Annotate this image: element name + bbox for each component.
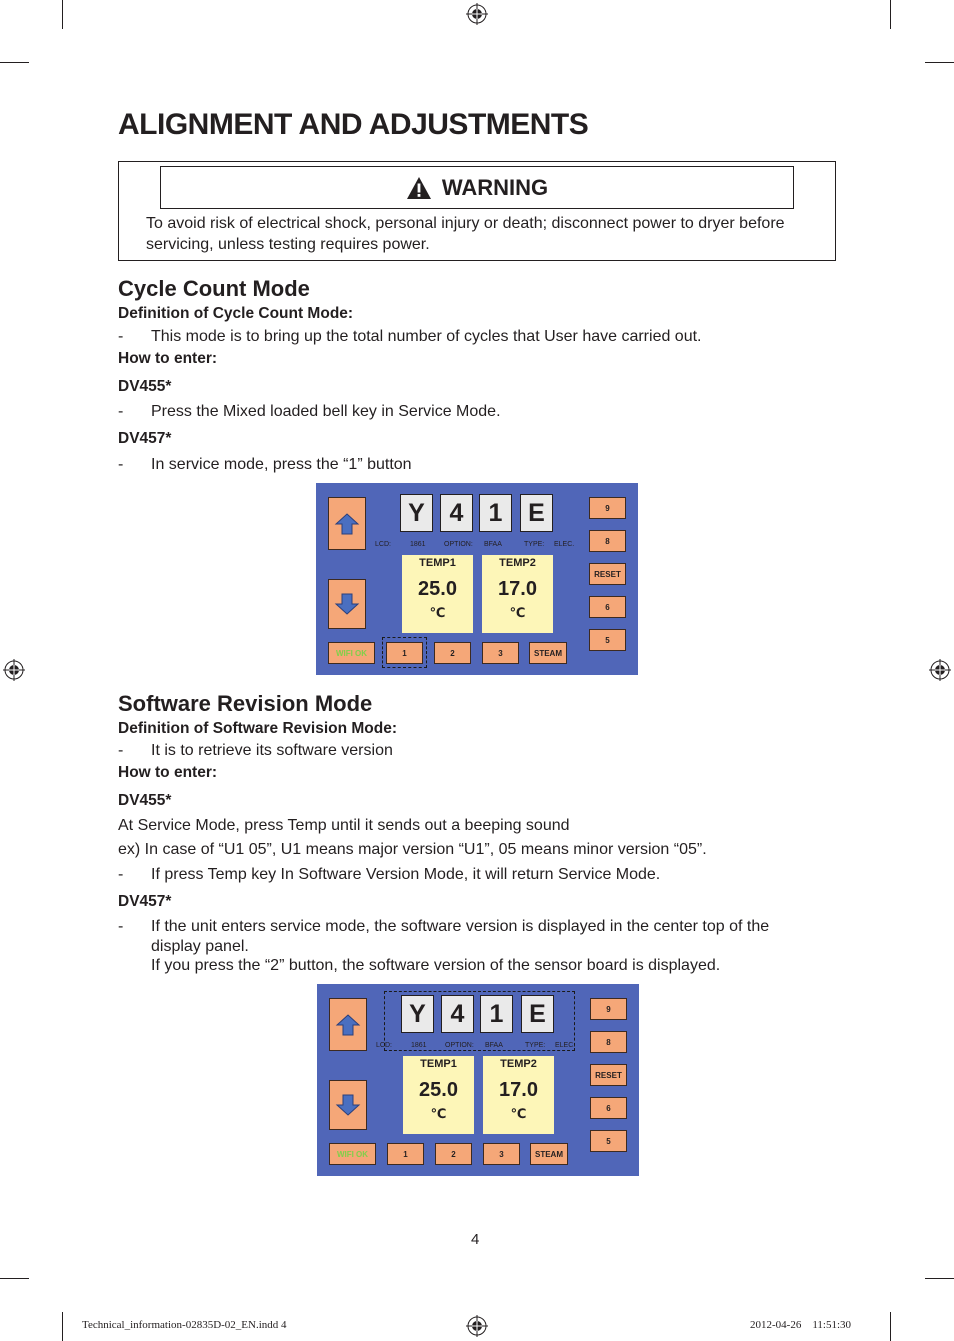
temp2-label: TEMP2 [500, 1058, 537, 1070]
model-heading-dv457: DV457* [118, 430, 172, 447]
bullet-dash: - [118, 403, 124, 420]
temp1-display [403, 1056, 474, 1134]
registration-mark-icon [3, 659, 25, 681]
temp1-unit: ℃ [429, 605, 446, 620]
type-label: TYPE: [525, 1042, 546, 1049]
option-label: OPTION: [445, 1042, 474, 1049]
temp2-label: TEMP2 [499, 557, 536, 569]
bullet-dash: - [118, 866, 124, 883]
lcd-label: LCD: [376, 1042, 392, 1049]
definition-text: It is to retrieve its software version [151, 742, 393, 759]
instruction-text: ex) In case of “U1 05”, U1 means major version “U1”, 05 means minor version “05”. [118, 841, 707, 858]
footer-timestamp: 2012-04-26 11:51:30 [750, 1319, 852, 1331]
bullet-dash: - [118, 328, 124, 345]
button-1[interactable]: 1 [386, 642, 423, 664]
reset-button[interactable]: RESET [589, 563, 626, 585]
arrow-up-icon [334, 512, 360, 536]
option-label: OPTION: [444, 541, 473, 548]
display-digit: E [520, 494, 553, 532]
page-title: ALIGNMENT AND ADJUSTMENTS [118, 108, 589, 141]
definition-heading: Definition of Software Revision Mode: [118, 720, 398, 737]
crop-mark [0, 62, 29, 63]
warning-label: WARNING [441, 174, 549, 200]
instruction-text: display panel. [151, 938, 249, 955]
button-9[interactable]: 9 [590, 998, 627, 1020]
crop-mark [925, 1278, 954, 1279]
how-to-enter-heading: How to enter: [118, 350, 218, 367]
button-8[interactable]: 8 [589, 530, 626, 552]
arrow-down-icon [335, 1093, 361, 1117]
section-heading-software-revision: Software Revision Mode [118, 691, 373, 716]
steam-button[interactable]: STEAM [530, 1143, 568, 1165]
button-3[interactable]: 3 [483, 1143, 520, 1165]
bullet-dash: - [118, 742, 124, 759]
warning-header [160, 166, 794, 209]
registration-mark-icon [466, 3, 488, 25]
up-button[interactable] [329, 998, 367, 1051]
registration-mark-icon [466, 1315, 488, 1337]
button-8[interactable]: 8 [590, 1031, 627, 1053]
type-value: ELEC. [555, 1042, 576, 1049]
steam-button[interactable]: STEAM [529, 642, 567, 664]
display-digit: 4 [440, 494, 473, 532]
display-digit: Y [400, 494, 433, 532]
type-value: ELEC. [554, 541, 575, 548]
temp1-label: TEMP1 [420, 1058, 457, 1070]
definition-text: This mode is to bring up the total number of cycles that User have carried out. [151, 328, 702, 345]
button-3[interactable]: 3 [482, 642, 519, 664]
warning-text [146, 213, 826, 255]
bullet-dash: - [118, 918, 124, 935]
wifi-status-button[interactable]: WIFI OK [328, 642, 375, 664]
warning-text-line: To avoid risk of electrical shock, personal injury or death; disconnect power to dryer before [146, 215, 785, 232]
section-heading-cycle-count: Cycle Count Mode [118, 276, 310, 301]
instruction-text: Press the Mixed loaded bell key in Service Mode. [151, 403, 501, 420]
temp2-unit: ℃ [510, 1106, 527, 1121]
lcd-value: 1861 [411, 1042, 427, 1049]
temp2-value: 17.0 [499, 1079, 538, 1101]
lcd-value: 1861 [410, 541, 426, 548]
crop-mark [890, 0, 891, 29]
crop-mark [62, 0, 63, 29]
footer-file-info: Technical_information-02835D-02_EN.indd 4 [82, 1319, 287, 1331]
instruction-text: At Service Mode, press Temp until it sends out a beeping sound [118, 817, 570, 834]
button-6[interactable]: 6 [590, 1097, 627, 1119]
warning-triangle-icon [406, 176, 432, 200]
definition-heading: Definition of Cycle Count Mode: [118, 305, 354, 322]
temp1-unit: ℃ [430, 1106, 447, 1121]
model-heading-dv455: DV455* [118, 378, 172, 395]
display-digit: 4 [441, 995, 474, 1033]
temp1-value: 25.0 [418, 578, 457, 600]
temp1-value: 25.0 [419, 1079, 458, 1101]
button-2[interactable]: 2 [434, 642, 471, 664]
crop-mark [890, 1312, 891, 1341]
highlight-box [384, 991, 575, 1051]
temp1-label: TEMP1 [419, 557, 456, 569]
arrow-down-icon [334, 592, 360, 616]
crop-mark [0, 1278, 29, 1279]
option-value: BFAA [484, 541, 502, 548]
bullet-dash: - [118, 456, 124, 473]
reset-button[interactable]: RESET [590, 1064, 627, 1086]
control-panel-figure [316, 483, 638, 675]
button-5[interactable]: 5 [590, 1130, 627, 1152]
highlight-box [382, 637, 427, 668]
instruction-text: If press Temp key In Software Version Mode, it will return Service Mode. [151, 866, 661, 883]
up-button[interactable] [328, 497, 366, 550]
display-digit: E [521, 995, 554, 1033]
instruction-text: In service mode, press the “1” button [151, 456, 412, 473]
button-1[interactable]: 1 [387, 1143, 424, 1165]
crop-mark [925, 62, 954, 63]
temp2-value: 17.0 [498, 578, 537, 600]
display-digit: 1 [479, 494, 512, 532]
temp1-display [402, 555, 473, 633]
page-number: 4 [471, 1231, 480, 1248]
button-2[interactable]: 2 [435, 1143, 472, 1165]
type-label: TYPE: [524, 541, 545, 548]
temp2-unit: ℃ [509, 605, 526, 620]
down-button[interactable] [328, 579, 366, 629]
model-heading-dv457: DV457* [118, 893, 172, 910]
crop-mark [62, 1312, 63, 1341]
arrow-up-icon [335, 1013, 361, 1037]
registration-mark-icon [929, 659, 951, 681]
down-button[interactable] [329, 1080, 367, 1130]
button-9[interactable]: 9 [589, 497, 626, 519]
model-heading-dv455: DV455* [118, 792, 172, 809]
display-digit: 1 [480, 995, 513, 1033]
instruction-text: If the unit enters service mode, the software version is displayed in the center top of the [151, 918, 770, 935]
how-to-enter-heading: How to enter: [118, 764, 218, 781]
display-digit: Y [401, 995, 434, 1033]
warning-text-line: servicing, unless testing requires power. [146, 236, 430, 253]
lcd-label: LCD: [375, 541, 391, 548]
wifi-status-button[interactable]: WIFI OK [329, 1143, 376, 1165]
control-panel-figure [317, 984, 639, 1176]
temp2-display [482, 555, 553, 633]
temp2-display [483, 1056, 554, 1134]
button-5[interactable]: 5 [589, 629, 626, 651]
instruction-text: If you press the “2” button, the software version of the sensor board is displayed. [151, 957, 721, 974]
option-value: BFAA [485, 1042, 503, 1049]
button-6[interactable]: 6 [589, 596, 626, 618]
